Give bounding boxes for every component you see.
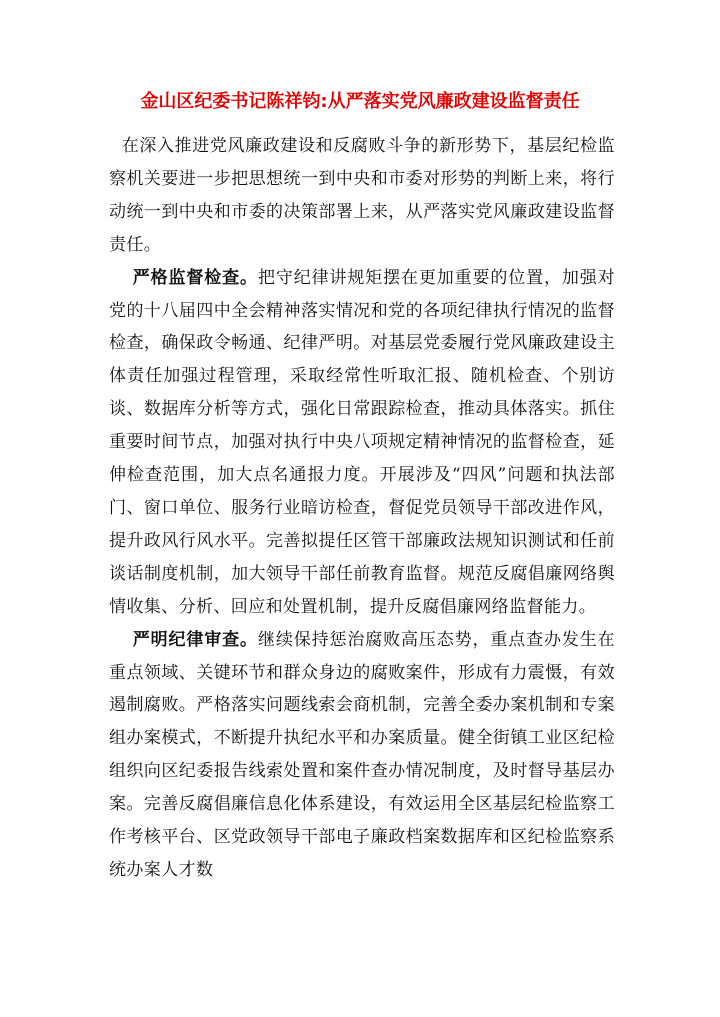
- paragraph-lead: 严明纪律审查。: [132, 629, 258, 650]
- article-body: [109, 130, 615, 887]
- paragraph-text: 继续保持惩治腐败高压态势，重点查办发生在重点领域、关键环节和群众身边的腐败案件，形成有力震慑，有效遏制腐败。严格落实问题线索会商机制，完善全委办案机制和专案组办案模式，不断提升执纪水平和办案质量。健全街镇工业区纪检组织向区纪委报告线索处置和案件查办情况制度，及时督导基层办案。完善反腐倡廉信息化体系建设，有效运用全区基层纪检监察工作考核平台、区党政领导干部电子廉政档案数据库和区纪检监察系统办案人才数: [109, 629, 615, 880]
- article-title: 金山区纪委书记陈祥钧:从严落实党风廉政建设监督责任: [140, 91, 580, 112]
- paragraph-text: 在深入推进党风廉政建设和反腐败斗争的新形势下，基层纪检监察机关要进一步把思想统一到中央和市委对形势的判断上来，将行动统一到中央和市委的决策部署上来，从严落实党风廉政建设监督责任。: [109, 136, 615, 255]
- paragraph-discipline: [109, 624, 615, 887]
- paragraph-lead: 严格监督检查。: [132, 267, 258, 288]
- paragraph-text: 把守纪律讲规矩摆在更加重要的位置，加强对党的十八届四中全会精神落实情况和党的各项纪律执行情况的监督检查，确保政令畅通、纪律严明。对基层党委履行党风廉政建设主体责任加强过程管理，采取经常性听取汇报、随机检查、个别访谈、数据库分析等方式，强化日常跟踪检查，推动具体落实。抓住重要时间节点，加强对执行中央八项规定精神情况的监督检查，延伸检查范围，加大点名通报力度。开展涉及“四风”问题和执法部门、窗口单位、服务行业暗访检查，督促党员领导干部改进作风，提升政风行风水平。完善拟提任区管干部廉政法规知识测试和任前谈话制度机制，加大领导干部任前教育监督。规范反腐倡廉网络舆情收集、分析、回应和处置机制，提升反腐倡廉网络监督能力。: [109, 267, 615, 617]
- paragraph-supervision: [109, 262, 615, 624]
- paragraph-intro: [109, 130, 615, 262]
